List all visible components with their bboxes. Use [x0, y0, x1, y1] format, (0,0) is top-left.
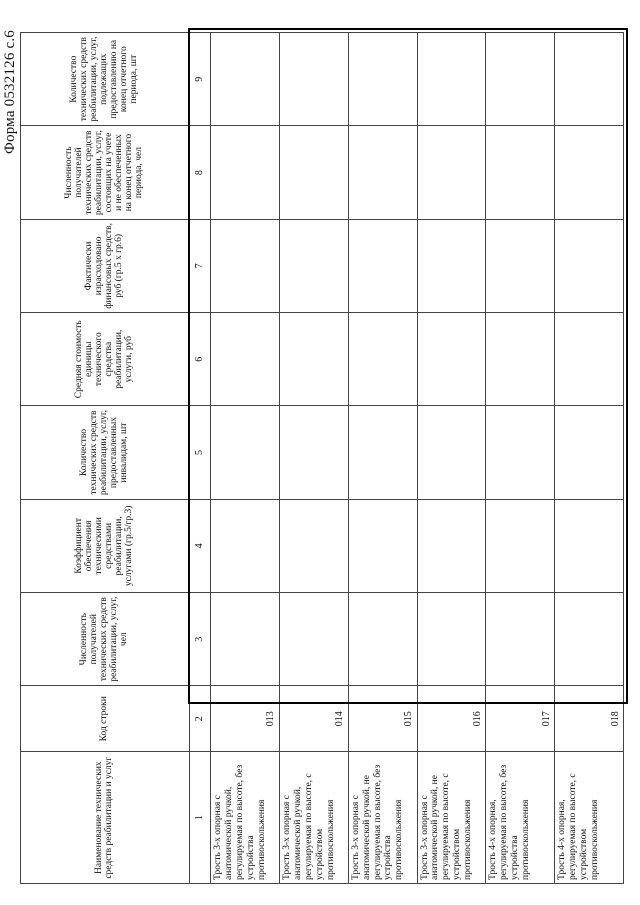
row-code: 013	[211, 686, 280, 752]
input-cell[interactable]	[211, 499, 280, 592]
input-cell[interactable]	[417, 593, 486, 686]
input-cell[interactable]	[211, 406, 280, 499]
header-row	[21, 33, 190, 884]
input-cell[interactable]	[417, 126, 486, 219]
input-cell[interactable]	[417, 406, 486, 499]
column-number: 4	[190, 499, 211, 592]
input-cell[interactable]	[211, 219, 280, 312]
input-cell[interactable]	[486, 499, 555, 592]
column-number: 1	[190, 752, 211, 884]
input-cell[interactable]	[279, 499, 348, 592]
column-number-row	[190, 33, 211, 884]
row-name: Трость 4-х опорная, регулируемая по высоте, без устройства противоскольжения	[486, 752, 555, 884]
input-cell[interactable]	[417, 219, 486, 312]
input-cell[interactable]	[555, 406, 624, 499]
row-code: 014	[279, 686, 348, 752]
input-cell[interactable]	[555, 313, 624, 406]
input-cell[interactable]	[555, 219, 624, 312]
input-cell[interactable]	[279, 126, 348, 219]
row-code: 017	[486, 686, 555, 752]
input-cell[interactable]	[211, 313, 280, 406]
input-cell[interactable]	[555, 593, 624, 686]
input-cell[interactable]	[348, 593, 417, 686]
header-coefficient: Коэффициент обеспечения техническими средствами реабилитации, услугами (гр.5/гр.3)	[21, 499, 190, 592]
input-cell[interactable]	[211, 33, 280, 126]
input-cell[interactable]	[348, 219, 417, 312]
input-cell[interactable]	[417, 33, 486, 126]
row-code: 015	[348, 686, 417, 752]
input-cell[interactable]	[486, 313, 555, 406]
input-cell[interactable]	[211, 126, 280, 219]
input-cell[interactable]	[555, 126, 624, 219]
input-cell[interactable]	[279, 313, 348, 406]
column-number: 2	[190, 686, 211, 752]
row-code: 016	[417, 686, 486, 752]
header-avg-cost: Средняя стоимость единицы технического средства реабилитации, услуги, руб	[21, 313, 190, 406]
input-cell[interactable]	[486, 33, 555, 126]
statistics-table	[20, 32, 624, 884]
header-code: Код строки	[21, 686, 190, 752]
header-spent: Фактически израсходовано финансовых средств, руб (гр.5 х гр.6)	[21, 219, 190, 312]
table-row	[348, 33, 417, 884]
input-cell[interactable]	[279, 406, 348, 499]
input-cell[interactable]	[417, 499, 486, 592]
input-cell[interactable]	[279, 33, 348, 126]
header-recipients: Численность получателей технических средств реабилитации, услуг, чел	[21, 593, 190, 686]
input-cell[interactable]	[211, 593, 280, 686]
column-number: 5	[190, 406, 211, 499]
table-row	[486, 33, 555, 884]
column-number: 3	[190, 593, 211, 686]
input-cell[interactable]	[348, 126, 417, 219]
header-pending: Количество технических средств реабилитации, услуг, подлежащих предоставлению на конец отчетного периода, шт	[21, 33, 190, 126]
input-cell[interactable]	[486, 406, 555, 499]
form-label: Форма 0532126 с.6	[2, 30, 18, 154]
column-number: 7	[190, 219, 211, 312]
input-cell[interactable]	[279, 593, 348, 686]
input-cell[interactable]	[348, 33, 417, 126]
row-name: Трость 3-х опорная с анатомической ручкой, не регулируемая по высоте, без устройства противоскольжения	[348, 752, 417, 884]
table-row	[417, 33, 486, 884]
column-number: 6	[190, 313, 211, 406]
input-cell[interactable]	[555, 33, 624, 126]
form-page	[0, 22, 640, 892]
row-name: Трость 3-х опорная с анатомической ручкой, регулируемая по высоте, с устройством противоскольжения	[279, 752, 348, 884]
input-cell[interactable]	[486, 219, 555, 312]
input-cell[interactable]	[348, 406, 417, 499]
column-number: 9	[190, 33, 211, 126]
row-code: 018	[555, 686, 624, 752]
input-cell[interactable]	[348, 499, 417, 592]
input-cell[interactable]	[348, 313, 417, 406]
input-cell[interactable]	[486, 126, 555, 219]
row-name: Трость 3-х опорная с анатомической ручкой, не регулируемая по высоте, с устройством противоскольжения	[417, 752, 486, 884]
input-cell[interactable]	[417, 313, 486, 406]
input-cell[interactable]	[486, 593, 555, 686]
table-row	[555, 33, 624, 884]
header-quantity: Количество технических средств реабилитации, услуг, предоставленных инвалидам, шт	[21, 406, 190, 499]
header-unserved: Численность получателей технических средств реабилитации, услуг, состоящих на учете и не обеспеченных на конец отчетного периода, чел	[21, 126, 190, 219]
header-name: Наименование технических средств реабилитации и услуг	[21, 752, 190, 884]
input-cell[interactable]	[555, 499, 624, 592]
row-name: Трость 4-х опорная, регулируемая по высоте, с устройством противоскольжения	[555, 752, 624, 884]
row-name: Трость 3-х опорная с анатомической ручкой, регулируемая по высоте, без устройства противоскольжения	[211, 752, 280, 884]
input-cell[interactable]	[279, 219, 348, 312]
table-row	[279, 33, 348, 884]
table-row	[211, 33, 280, 884]
column-number: 8	[190, 126, 211, 219]
